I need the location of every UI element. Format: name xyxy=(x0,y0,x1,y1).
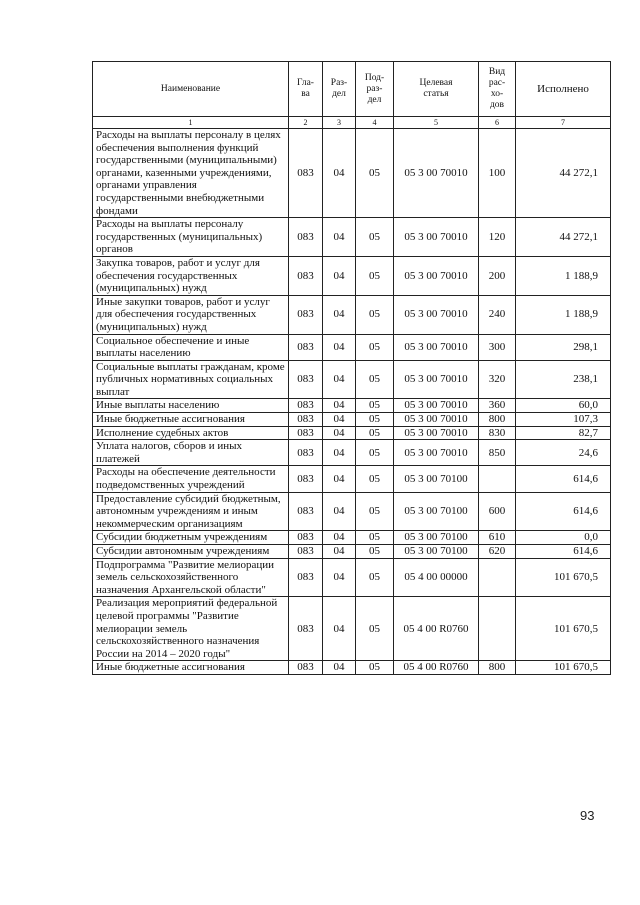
cell-section: 04 xyxy=(323,129,356,218)
cell-executed: 44 272,1 xyxy=(516,218,611,257)
cell-subsection: 05 xyxy=(356,492,394,531)
cell-chapter: 083 xyxy=(289,399,323,413)
cell-target: 05 3 00 70010 xyxy=(394,413,479,427)
cell-chapter: 083 xyxy=(289,440,323,466)
cell-executed: 614,6 xyxy=(516,492,611,531)
header-target: Целевая статья xyxy=(394,62,479,117)
cell-subsection: 05 xyxy=(356,218,394,257)
cell-type: 300 xyxy=(479,334,516,360)
cell-subsection: 05 xyxy=(356,466,394,492)
cell-chapter: 083 xyxy=(289,661,323,675)
cell-executed: 1 188,9 xyxy=(516,295,611,334)
header-row xyxy=(93,62,611,117)
cell-type xyxy=(479,466,516,492)
cell-subsection: 05 xyxy=(356,334,394,360)
cell-subsection: 05 xyxy=(356,440,394,466)
column-number: 7 xyxy=(516,117,611,129)
cell-section: 04 xyxy=(323,360,356,399)
cell-section: 04 xyxy=(323,545,356,559)
table-row xyxy=(93,545,611,559)
header-section: Раз- дел xyxy=(323,62,356,117)
cell-section: 04 xyxy=(323,256,356,295)
cell-executed: 101 670,5 xyxy=(516,661,611,675)
cell-executed: 107,3 xyxy=(516,413,611,427)
cell-section: 04 xyxy=(323,597,356,661)
header-executed: Исполнено xyxy=(516,62,611,117)
cell-chapter: 083 xyxy=(289,413,323,427)
cell-executed: 101 670,5 xyxy=(516,597,611,661)
cell-section: 04 xyxy=(323,399,356,413)
cell-executed: 0,0 xyxy=(516,531,611,545)
table-row xyxy=(93,597,611,661)
cell-type: 830 xyxy=(479,426,516,440)
cell-chapter: 083 xyxy=(289,466,323,492)
cell-target: 05 3 00 70010 xyxy=(394,360,479,399)
cell-executed: 1 188,9 xyxy=(516,256,611,295)
cell-name: Исполнение судебных актов xyxy=(93,426,289,440)
cell-name: Подпрограмма "Развитие мелиорации земель сельскохозяйственного назначения Архангельской области" xyxy=(93,558,289,597)
cell-section: 04 xyxy=(323,295,356,334)
cell-target: 05 3 00 70010 xyxy=(394,256,479,295)
cell-subsection: 05 xyxy=(356,360,394,399)
cell-section: 04 xyxy=(323,413,356,427)
table-row xyxy=(93,413,611,427)
cell-chapter: 083 xyxy=(289,426,323,440)
cell-executed: 298,1 xyxy=(516,334,611,360)
cell-type xyxy=(479,597,516,661)
cell-type: 100 xyxy=(479,129,516,218)
cell-name: Реализация мероприятий федеральной целевой программы "Развитие мелиорации земель сельскохозяйственного назначения России на 2014 – 2020 годы" xyxy=(93,597,289,661)
cell-executed: 82,7 xyxy=(516,426,611,440)
table-row xyxy=(93,256,611,295)
column-number: 3 xyxy=(323,117,356,129)
cell-name: Субсидии автономным учреждениям xyxy=(93,545,289,559)
cell-target: 05 3 00 70010 xyxy=(394,129,479,218)
cell-executed: 60,0 xyxy=(516,399,611,413)
cell-chapter: 083 xyxy=(289,334,323,360)
cell-subsection: 05 xyxy=(356,426,394,440)
table-row xyxy=(93,295,611,334)
cell-section: 04 xyxy=(323,531,356,545)
cell-subsection: 05 xyxy=(356,295,394,334)
table-row xyxy=(93,558,611,597)
cell-target: 05 3 00 70010 xyxy=(394,399,479,413)
cell-target: 05 3 00 70010 xyxy=(394,218,479,257)
header-chapter: Гла- ва xyxy=(289,62,323,117)
cell-executed: 101 670,5 xyxy=(516,558,611,597)
cell-subsection: 05 xyxy=(356,256,394,295)
cell-subsection: 05 xyxy=(356,129,394,218)
table-row xyxy=(93,531,611,545)
page-number: 93 xyxy=(580,808,595,823)
table-row xyxy=(93,426,611,440)
table-row xyxy=(93,129,611,218)
cell-name: Иные закупки товаров, работ и услуг для обеспечения государственных (муниципальных) нужд xyxy=(93,295,289,334)
cell-name: Иные бюджетные ассигнования xyxy=(93,413,289,427)
cell-executed: 614,6 xyxy=(516,545,611,559)
cell-section: 04 xyxy=(323,440,356,466)
column-number-row xyxy=(93,117,611,129)
cell-target: 05 3 00 70100 xyxy=(394,492,479,531)
cell-type: 200 xyxy=(479,256,516,295)
column-number: 6 xyxy=(479,117,516,129)
cell-chapter: 083 xyxy=(289,492,323,531)
cell-target: 05 3 00 70100 xyxy=(394,545,479,559)
cell-section: 04 xyxy=(323,466,356,492)
cell-target: 05 4 00 R0760 xyxy=(394,661,479,675)
cell-section: 04 xyxy=(323,558,356,597)
cell-chapter: 083 xyxy=(289,531,323,545)
cell-subsection: 05 xyxy=(356,399,394,413)
cell-name: Расходы на обеспечение деятельности подведомственных учреждений xyxy=(93,466,289,492)
cell-name: Расходы на выплаты персоналу государственных (муниципальных) органов xyxy=(93,218,289,257)
cell-type: 240 xyxy=(479,295,516,334)
cell-name: Социальное обеспечение и иные выплаты населению xyxy=(93,334,289,360)
cell-type: 600 xyxy=(479,492,516,531)
cell-section: 04 xyxy=(323,426,356,440)
header-type: Вид рас- хо- дов xyxy=(479,62,516,117)
column-number: 1 xyxy=(93,117,289,129)
cell-name: Социальные выплаты гражданам, кроме публичных нормативных социальных выплат xyxy=(93,360,289,399)
cell-name: Предоставление субсидий бюджетным, автономным учреждениям и иным некоммерческим организациям xyxy=(93,492,289,531)
table-row xyxy=(93,334,611,360)
cell-section: 04 xyxy=(323,218,356,257)
table-row xyxy=(93,440,611,466)
table-row xyxy=(93,360,611,399)
cell-target: 05 3 00 70100 xyxy=(394,466,479,492)
cell-target: 05 3 00 70010 xyxy=(394,295,479,334)
cell-chapter: 083 xyxy=(289,360,323,399)
cell-name: Расходы на выплаты персоналу в целях обеспечения выполнения функций государственными (муниципальными) органами, казенными учреждениями, органами управления государственными внебюджетными фондами xyxy=(93,129,289,218)
cell-type: 800 xyxy=(479,413,516,427)
cell-name: Иные бюджетные ассигнования xyxy=(93,661,289,675)
table-row xyxy=(93,466,611,492)
cell-target: 05 4 00 R0760 xyxy=(394,597,479,661)
cell-subsection: 05 xyxy=(356,545,394,559)
budget-table xyxy=(92,61,611,675)
cell-target: 05 3 00 70010 xyxy=(394,440,479,466)
cell-chapter: 083 xyxy=(289,218,323,257)
cell-type: 620 xyxy=(479,545,516,559)
cell-name: Закупка товаров, работ и услуг для обеспечения государственных (муниципальных) нужд xyxy=(93,256,289,295)
column-number: 4 xyxy=(356,117,394,129)
cell-type: 800 xyxy=(479,661,516,675)
cell-executed: 24,6 xyxy=(516,440,611,466)
cell-subsection: 05 xyxy=(356,558,394,597)
cell-target: 05 3 00 70100 xyxy=(394,531,479,545)
cell-target: 05 3 00 70010 xyxy=(394,426,479,440)
cell-name: Субсидии бюджетным учреждениям xyxy=(93,531,289,545)
cell-subsection: 05 xyxy=(356,531,394,545)
column-number: 2 xyxy=(289,117,323,129)
cell-type: 320 xyxy=(479,360,516,399)
cell-type: 120 xyxy=(479,218,516,257)
cell-name: Иные выплаты населению xyxy=(93,399,289,413)
table-row xyxy=(93,492,611,531)
header-name: Наименование xyxy=(93,62,289,117)
cell-executed: 238,1 xyxy=(516,360,611,399)
cell-type: 610 xyxy=(479,531,516,545)
cell-chapter: 083 xyxy=(289,545,323,559)
cell-section: 04 xyxy=(323,334,356,360)
cell-subsection: 05 xyxy=(356,661,394,675)
cell-type xyxy=(479,558,516,597)
cell-name: Уплата налогов, сборов и иных платежей xyxy=(93,440,289,466)
cell-chapter: 083 xyxy=(289,129,323,218)
cell-executed: 44 272,1 xyxy=(516,129,611,218)
header-subsection: Под- раз- дел xyxy=(356,62,394,117)
cell-type: 360 xyxy=(479,399,516,413)
cell-chapter: 083 xyxy=(289,295,323,334)
cell-section: 04 xyxy=(323,661,356,675)
table-row xyxy=(93,661,611,675)
cell-chapter: 083 xyxy=(289,256,323,295)
cell-section: 04 xyxy=(323,492,356,531)
table-row xyxy=(93,399,611,413)
column-number: 5 xyxy=(394,117,479,129)
cell-subsection: 05 xyxy=(356,597,394,661)
cell-chapter: 083 xyxy=(289,558,323,597)
table-row xyxy=(93,218,611,257)
cell-subsection: 05 xyxy=(356,413,394,427)
cell-chapter: 083 xyxy=(289,597,323,661)
cell-type: 850 xyxy=(479,440,516,466)
cell-target: 05 4 00 00000 xyxy=(394,558,479,597)
cell-target: 05 3 00 70010 xyxy=(394,334,479,360)
cell-executed: 614,6 xyxy=(516,466,611,492)
